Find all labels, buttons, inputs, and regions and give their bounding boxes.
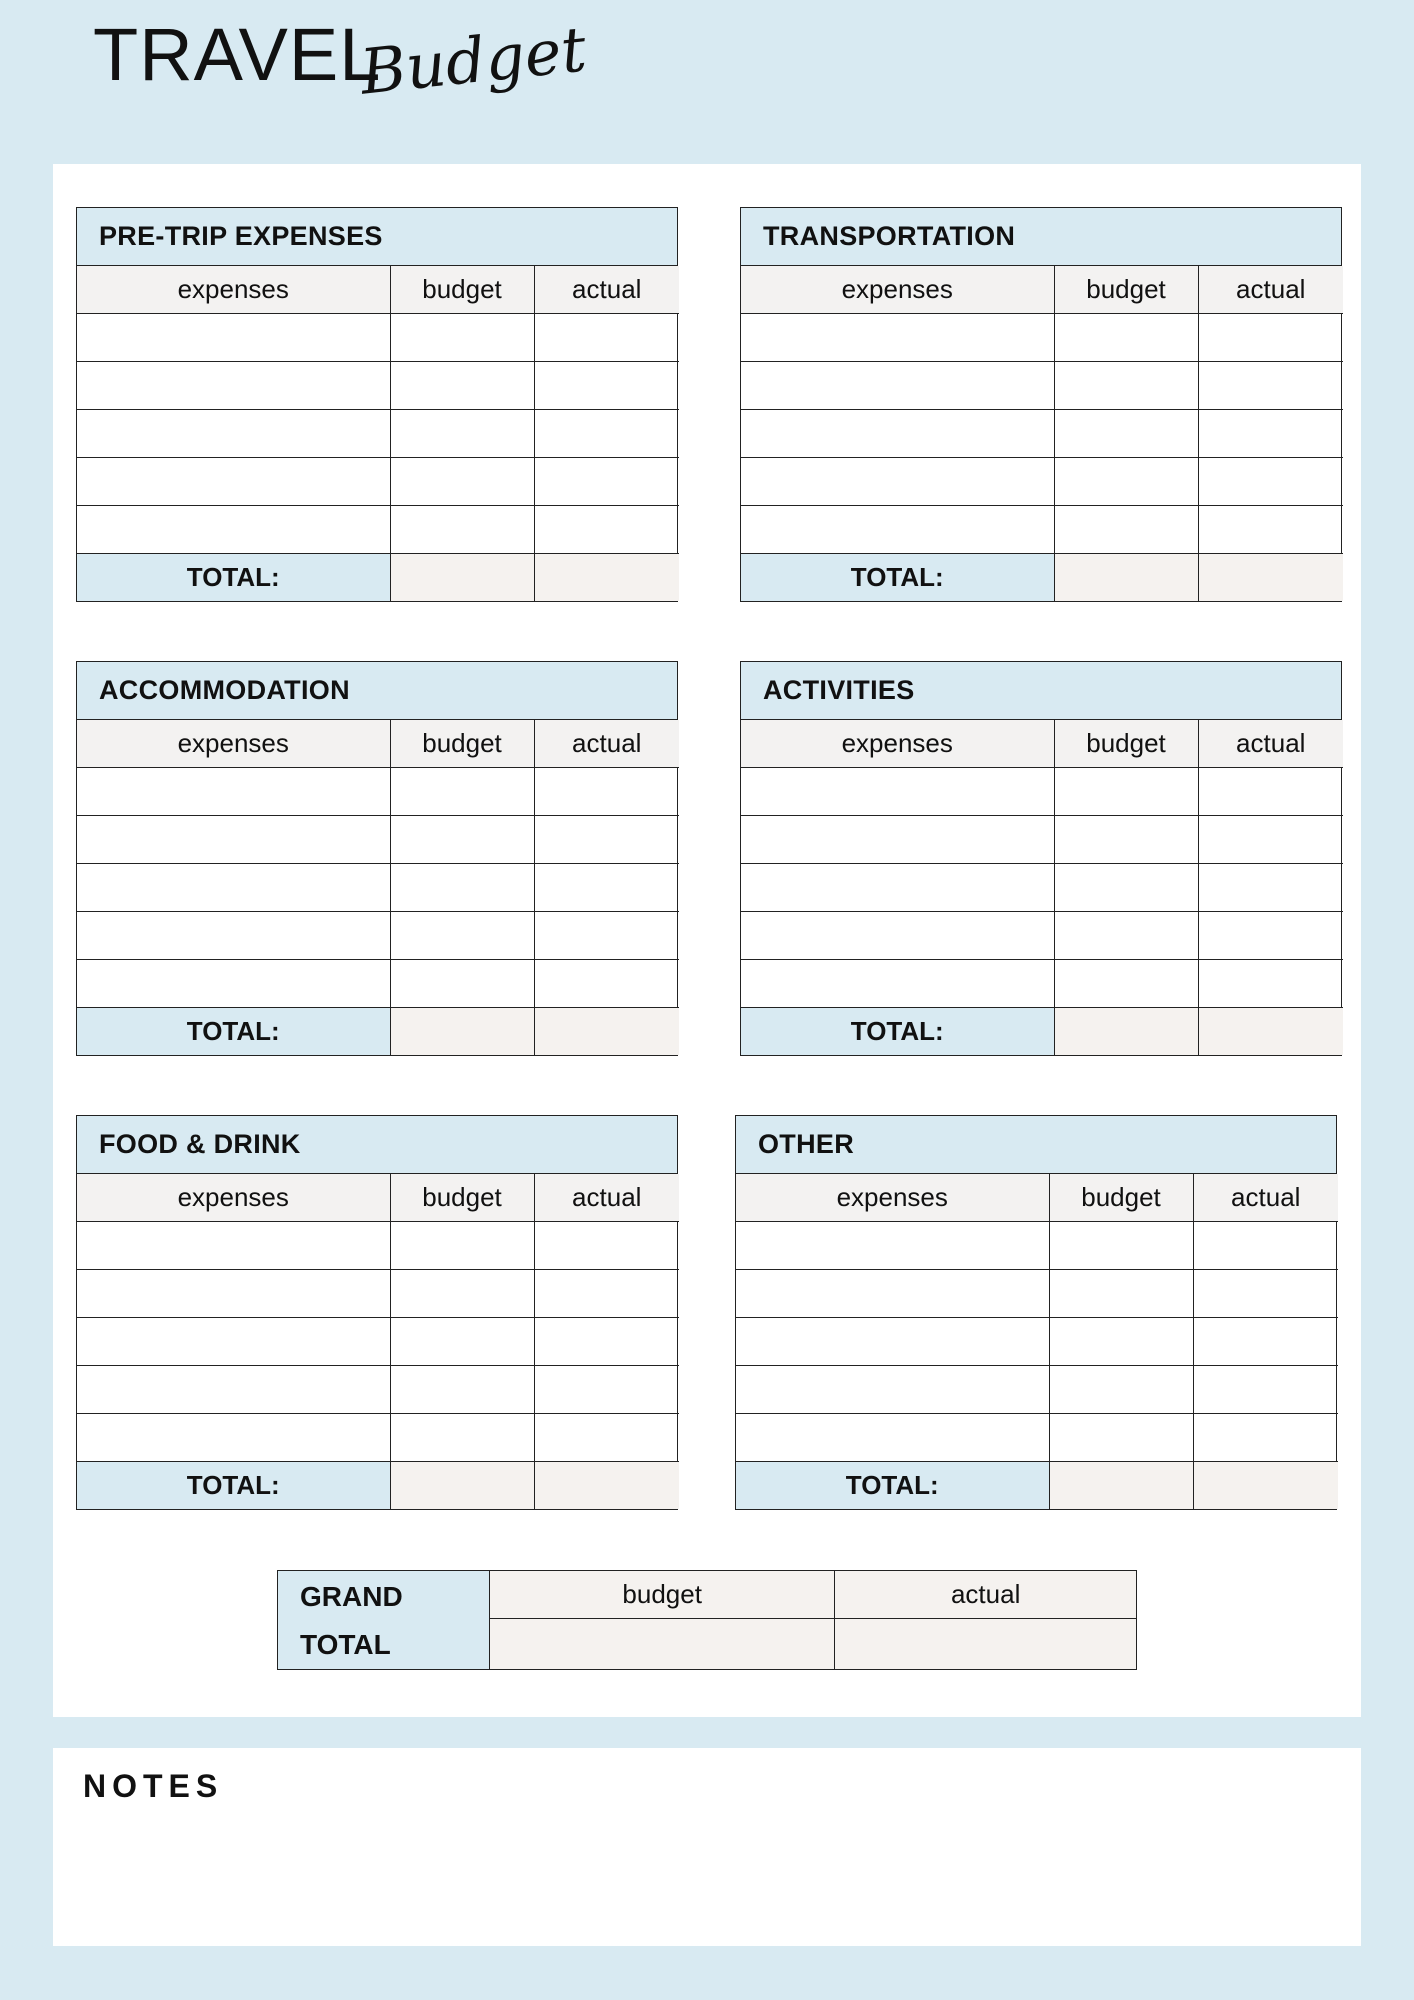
col-actual: actual — [1198, 266, 1343, 314]
expense-cell[interactable] — [77, 410, 390, 458]
expense-cell[interactable] — [741, 960, 1054, 1008]
expense-cell[interactable] — [736, 1414, 1049, 1462]
table-row — [741, 816, 1343, 864]
budget-cell[interactable] — [1049, 1222, 1193, 1270]
table-row — [77, 314, 679, 362]
section-activities — [740, 661, 1342, 1056]
table-row — [741, 960, 1343, 1008]
table-row — [736, 1222, 1338, 1270]
expense-cell[interactable] — [741, 410, 1054, 458]
budget-cell[interactable] — [1054, 912, 1198, 960]
expense-cell[interactable] — [77, 864, 390, 912]
grand-col-budget: budget — [490, 1571, 835, 1619]
header-row — [77, 720, 679, 768]
actual-cell[interactable] — [534, 1366, 679, 1414]
expense-cell[interactable] — [77, 506, 390, 554]
actual-cell[interactable] — [534, 1222, 679, 1270]
col-actual: actual — [534, 266, 679, 314]
expense-cell[interactable] — [736, 1366, 1049, 1414]
budget-cell[interactable] — [390, 864, 534, 912]
page-subtitle: Budget — [356, 12, 590, 109]
budget-cell[interactable] — [1054, 410, 1198, 458]
expense-cell[interactable] — [741, 816, 1054, 864]
expense-cell[interactable] — [741, 458, 1054, 506]
header-row — [736, 1174, 1338, 1222]
grand-label-line2: TOTAL — [300, 1629, 391, 1660]
grand-col-actual: actual — [835, 1571, 1136, 1619]
total-budget-cell[interactable] — [390, 554, 534, 602]
expense-cell[interactable] — [77, 1222, 390, 1270]
table-row — [77, 1366, 679, 1414]
expense-cell[interactable] — [77, 1414, 390, 1462]
col-expenses: expenses — [77, 1174, 390, 1222]
table-row — [77, 362, 679, 410]
expense-cell[interactable] — [77, 1270, 390, 1318]
total-budget-cell[interactable] — [390, 1462, 534, 1510]
section-accommodation — [76, 661, 678, 1056]
budget-cell[interactable] — [1054, 506, 1198, 554]
table-row — [77, 1270, 679, 1318]
total-row — [77, 1462, 679, 1510]
total-actual-cell[interactable] — [534, 554, 679, 602]
table-row — [741, 864, 1343, 912]
total-budget-cell[interactable] — [390, 1008, 534, 1056]
actual-cell[interactable] — [534, 816, 679, 864]
section-other — [735, 1115, 1337, 1510]
budget-cell[interactable] — [390, 768, 534, 816]
total-row — [741, 554, 1343, 602]
total-budget-cell[interactable] — [1054, 1008, 1198, 1056]
table-row — [736, 1366, 1338, 1414]
table-row — [741, 314, 1343, 362]
col-budget: budget — [390, 720, 534, 768]
budget-cell[interactable] — [1054, 816, 1198, 864]
actual-cell[interactable] — [1198, 506, 1343, 554]
actual-cell[interactable] — [1198, 816, 1343, 864]
actual-cell[interactable] — [1193, 1318, 1338, 1366]
table-row — [77, 816, 679, 864]
budget-cell[interactable] — [390, 1222, 534, 1270]
table-row — [77, 912, 679, 960]
expense-cell[interactable] — [741, 314, 1054, 362]
actual-cell[interactable] — [534, 1270, 679, 1318]
total-budget-cell[interactable] — [1049, 1462, 1193, 1510]
actual-cell[interactable] — [534, 960, 679, 1008]
expense-cell[interactable] — [77, 1318, 390, 1366]
budget-cell[interactable] — [1054, 960, 1198, 1008]
section-transportation — [740, 207, 1342, 602]
total-label: TOTAL: — [736, 1462, 1049, 1510]
table-row — [77, 960, 679, 1008]
actual-cell[interactable] — [534, 768, 679, 816]
actual-cell[interactable] — [1198, 912, 1343, 960]
expense-cell[interactable] — [741, 864, 1054, 912]
budget-cell[interactable] — [390, 816, 534, 864]
col-actual: actual — [534, 720, 679, 768]
actual-cell[interactable] — [534, 458, 679, 506]
expense-table — [77, 266, 679, 601]
page-title: TRAVEL — [93, 13, 382, 96]
section-title: ACCOMMODATION — [77, 662, 677, 720]
expense-cell[interactable] — [77, 362, 390, 410]
budget-cell[interactable] — [390, 912, 534, 960]
actual-cell[interactable] — [1198, 864, 1343, 912]
grand-header-row — [490, 1571, 1136, 1619]
expense-cell[interactable] — [741, 362, 1054, 410]
budget-cell[interactable] — [390, 1270, 534, 1318]
expense-table — [741, 266, 1343, 601]
col-budget: budget — [1049, 1174, 1193, 1222]
col-budget: budget — [390, 266, 534, 314]
header-row — [741, 720, 1343, 768]
grand-total-label — [278, 1571, 490, 1669]
notes-title: NOTES — [83, 1768, 224, 1804]
table-row — [77, 768, 679, 816]
actual-cell[interactable] — [1193, 1414, 1338, 1462]
budget-cell[interactable] — [390, 960, 534, 1008]
expense-cell[interactable] — [77, 458, 390, 506]
expense-cell[interactable] — [77, 960, 390, 1008]
total-row — [77, 554, 679, 602]
table-row — [77, 1318, 679, 1366]
col-budget: budget — [390, 1174, 534, 1222]
expense-cell[interactable] — [736, 1222, 1049, 1270]
budget-cell[interactable] — [390, 362, 534, 410]
total-row — [77, 1008, 679, 1056]
section-food-drink — [76, 1115, 678, 1510]
table-row — [77, 1414, 679, 1462]
expense-cell[interactable] — [736, 1318, 1049, 1366]
total-label: TOTAL: — [741, 554, 1054, 602]
col-budget: budget — [1054, 266, 1198, 314]
col-expenses: expenses — [741, 720, 1054, 768]
actual-cell[interactable] — [534, 864, 679, 912]
total-row — [741, 1008, 1343, 1056]
actual-cell[interactable] — [534, 912, 679, 960]
actual-cell[interactable] — [534, 362, 679, 410]
actual-cell[interactable] — [1193, 1366, 1338, 1414]
actual-cell[interactable] — [1193, 1270, 1338, 1318]
table-row — [77, 506, 679, 554]
expense-table — [741, 720, 1343, 1055]
expense-table — [736, 1174, 1338, 1509]
budget-cell[interactable] — [1054, 314, 1198, 362]
budget-panel — [53, 164, 1361, 1717]
budget-cell[interactable] — [390, 314, 534, 362]
table-row — [741, 458, 1343, 506]
actual-cell[interactable] — [1193, 1222, 1338, 1270]
budget-cell[interactable] — [1049, 1414, 1193, 1462]
table-row — [736, 1270, 1338, 1318]
grand-budget-cell[interactable] — [490, 1619, 835, 1670]
col-actual: actual — [1193, 1174, 1338, 1222]
table-row — [741, 506, 1343, 554]
total-label: TOTAL: — [77, 1008, 390, 1056]
actual-cell[interactable] — [534, 506, 679, 554]
col-actual: actual — [1198, 720, 1343, 768]
budget-cell[interactable] — [1054, 362, 1198, 410]
col-expenses: expenses — [741, 266, 1054, 314]
expense-cell[interactable] — [736, 1270, 1049, 1318]
grand-label-line1: GRAND — [300, 1581, 403, 1612]
total-actual-cell[interactable] — [534, 1008, 679, 1056]
expense-table — [77, 1174, 679, 1509]
expense-cell[interactable] — [741, 912, 1054, 960]
actual-cell[interactable] — [1198, 362, 1343, 410]
total-actual-cell[interactable] — [1198, 554, 1343, 602]
table-row — [741, 768, 1343, 816]
grand-actual-cell[interactable] — [835, 1619, 1136, 1670]
col-budget: budget — [1054, 720, 1198, 768]
col-expenses: expenses — [77, 720, 390, 768]
budget-cell[interactable] — [1054, 864, 1198, 912]
table-row — [736, 1318, 1338, 1366]
budget-cell[interactable] — [1049, 1366, 1193, 1414]
table-row — [741, 410, 1343, 458]
budget-cell[interactable] — [390, 458, 534, 506]
budget-cell[interactable] — [390, 1318, 534, 1366]
grand-total — [277, 1570, 1137, 1670]
total-actual-cell[interactable] — [534, 1462, 679, 1510]
total-actual-cell[interactable] — [1193, 1462, 1338, 1510]
table-row — [736, 1414, 1338, 1462]
budget-cell[interactable] — [390, 410, 534, 458]
col-actual: actual — [534, 1174, 679, 1222]
section-title: PRE-TRIP EXPENSES — [77, 208, 677, 266]
total-label: TOTAL: — [77, 1462, 390, 1510]
header-row — [77, 1174, 679, 1222]
table-row — [741, 912, 1343, 960]
budget-cell[interactable] — [390, 1414, 534, 1462]
budget-cell[interactable] — [390, 506, 534, 554]
section-pre-trip — [76, 207, 678, 602]
total-label: TOTAL: — [741, 1008, 1054, 1056]
header-row — [741, 266, 1343, 314]
table-row — [77, 864, 679, 912]
actual-cell[interactable] — [1198, 768, 1343, 816]
expense-cell[interactable] — [741, 506, 1054, 554]
expense-cell[interactable] — [77, 1366, 390, 1414]
total-budget-cell[interactable] — [1054, 554, 1198, 602]
header-row — [77, 266, 679, 314]
budget-cell[interactable] — [1049, 1270, 1193, 1318]
section-title: TRANSPORTATION — [741, 208, 1341, 266]
budget-cell[interactable] — [1049, 1318, 1193, 1366]
budget-cell[interactable] — [1054, 458, 1198, 506]
notes-panel[interactable] — [53, 1748, 1361, 1946]
table-row — [77, 458, 679, 506]
expense-cell[interactable] — [77, 816, 390, 864]
expense-table — [77, 720, 679, 1055]
actual-cell[interactable] — [534, 1414, 679, 1462]
section-title: OTHER — [736, 1116, 1336, 1174]
actual-cell[interactable] — [1198, 458, 1343, 506]
table-row — [77, 410, 679, 458]
actual-cell[interactable] — [1198, 314, 1343, 362]
expense-cell[interactable] — [741, 768, 1054, 816]
table-row — [77, 1222, 679, 1270]
expense-cell[interactable] — [77, 768, 390, 816]
actual-cell[interactable] — [534, 314, 679, 362]
actual-cell[interactable] — [534, 410, 679, 458]
grand-value-row — [490, 1619, 1136, 1670]
actual-cell[interactable] — [1198, 410, 1343, 458]
col-expenses: expenses — [736, 1174, 1049, 1222]
actual-cell[interactable] — [1198, 960, 1343, 1008]
grand-total-table — [490, 1571, 1136, 1669]
total-row — [736, 1462, 1338, 1510]
section-title: FOOD & DRINK — [77, 1116, 677, 1174]
budget-cell[interactable] — [390, 1366, 534, 1414]
total-label: TOTAL: — [77, 554, 390, 602]
table-row — [741, 362, 1343, 410]
col-expenses: expenses — [77, 266, 390, 314]
expense-cell[interactable] — [77, 314, 390, 362]
actual-cell[interactable] — [534, 1318, 679, 1366]
section-title: ACTIVITIES — [741, 662, 1341, 720]
expense-cell[interactable] — [77, 912, 390, 960]
budget-cell[interactable] — [1054, 768, 1198, 816]
total-actual-cell[interactable] — [1198, 1008, 1343, 1056]
